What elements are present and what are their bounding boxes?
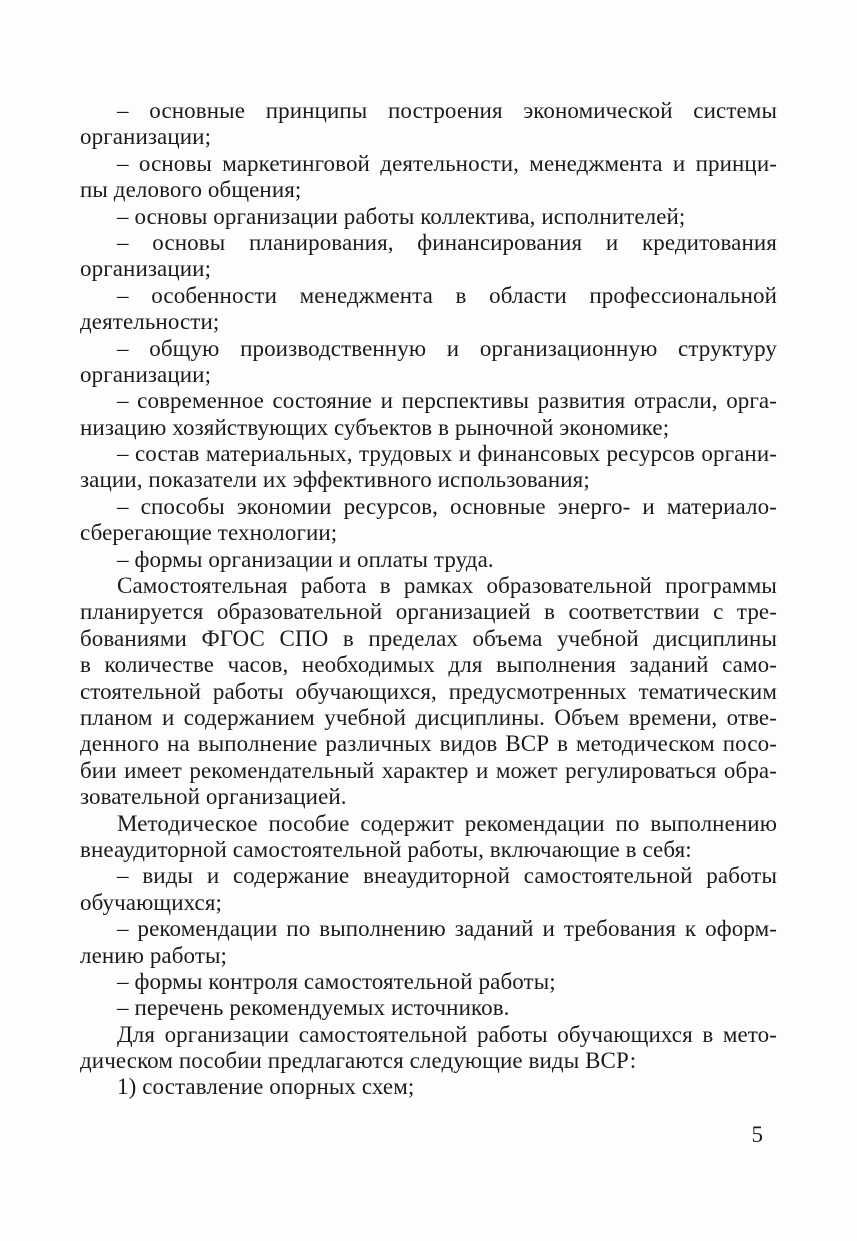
text-block: [80, 98, 777, 1101]
text-line: организации;: [80, 361, 212, 387]
page-number: 5: [751, 1122, 763, 1147]
text-line: низацию хозяйствующих субъектов в рыночной экономике;: [80, 414, 670, 440]
text-line: бованиями ФГОС СПО в пределах объема учебной дисциплины: [80, 625, 777, 651]
text-line: 1) составление опорных схем;: [117, 1074, 415, 1100]
paragraph: [80, 204, 777, 230]
paragraph: [80, 388, 777, 441]
paragraph: [80, 995, 777, 1021]
text-line: Методическое пособие содержит рекомендации по выполнению: [117, 810, 777, 836]
text-line: – основные принципы построения экономической системы: [117, 98, 777, 123]
paragraph: [80, 494, 777, 547]
paragraph: [80, 1074, 777, 1100]
text-line: Для организации самостоятельной работы обучающихся в мето-: [117, 1021, 777, 1047]
paragraph: [80, 1022, 777, 1075]
text-line: Самостоятельная работа в рамках образовательной программы: [117, 573, 777, 599]
text-line: – общую производственную и организационную структуру: [117, 335, 777, 361]
text-line: дическом пособии предлагаются следующие виды ВСР:: [80, 1048, 637, 1074]
paragraph: [80, 863, 777, 916]
text-line: в количестве часов, необходимых для выполнения заданий само-: [80, 652, 777, 678]
paragraph: [80, 916, 777, 969]
text-line: зации, показатели их эффективного использования;: [80, 467, 590, 493]
text-line: – перечень рекомендуемых источников.: [117, 995, 510, 1021]
paragraph: [80, 547, 777, 573]
text-line: – виды и содержание внеаудиторной самостоятельной работы: [117, 863, 777, 889]
text-line: – формы организации и оплаты труда.: [117, 546, 494, 572]
text-line: сберегающие технологии;: [80, 520, 338, 546]
paragraph: [80, 283, 777, 336]
text-line: стоятельной работы обучающихся, предусмотренных тематическим: [80, 678, 777, 704]
text-line: денного на выполнение различных видов ВСР в методическом посо-: [80, 731, 777, 757]
paragraph: [80, 441, 777, 494]
text-line: – основы организации работы коллектива, исполнителей;: [117, 203, 686, 229]
text-line: – рекомендации по выполнению заданий и требования к оформ-: [117, 916, 777, 942]
paragraph: [80, 811, 777, 864]
text-line: пы делового общения;: [80, 177, 302, 203]
text-line: – особенности менеджмента в области профессиональной: [117, 282, 777, 308]
text-line: деятельности;: [80, 309, 220, 335]
text-line: организации;: [80, 124, 212, 150]
text-line: планом и содержанием учебной дисциплины. Объем времени, отве-: [80, 704, 777, 730]
text-line: – основы маркетинговой деятельности, менеджмента и принци-: [117, 150, 777, 176]
text-line: лению работы;: [80, 942, 228, 968]
text-line: бии имеет рекомендательный характер и может регулироваться обра-: [80, 757, 777, 783]
text-line: – состав материальных, трудовых и финансовых ресурсов органи-: [117, 441, 777, 467]
text-line: планируется образовательной организацией в соответствии с тре-: [80, 599, 777, 625]
text-line: организации;: [80, 256, 212, 282]
paragraph: [80, 969, 777, 995]
paragraph: [80, 98, 777, 151]
text-line: зовательной организацией.: [80, 784, 347, 810]
text-line: – способы экономии ресурсов, основные энерго- и материало-: [117, 493, 777, 519]
text-line: – современное состояние и перспективы развития отрасли, орга-: [117, 388, 777, 414]
paragraph: [80, 336, 777, 389]
text-line: внеаудиторной самостоятельной работы, включающие в себя:: [80, 836, 692, 862]
text-line: – формы контроля самостоятельной работы;: [117, 968, 556, 994]
text-line: обучающихся;: [80, 889, 223, 915]
text-line: – основы планирования, финансирования и кредитования: [117, 229, 777, 255]
paragraph: [80, 230, 777, 283]
paragraph: [80, 573, 777, 811]
paragraph: [80, 151, 777, 204]
